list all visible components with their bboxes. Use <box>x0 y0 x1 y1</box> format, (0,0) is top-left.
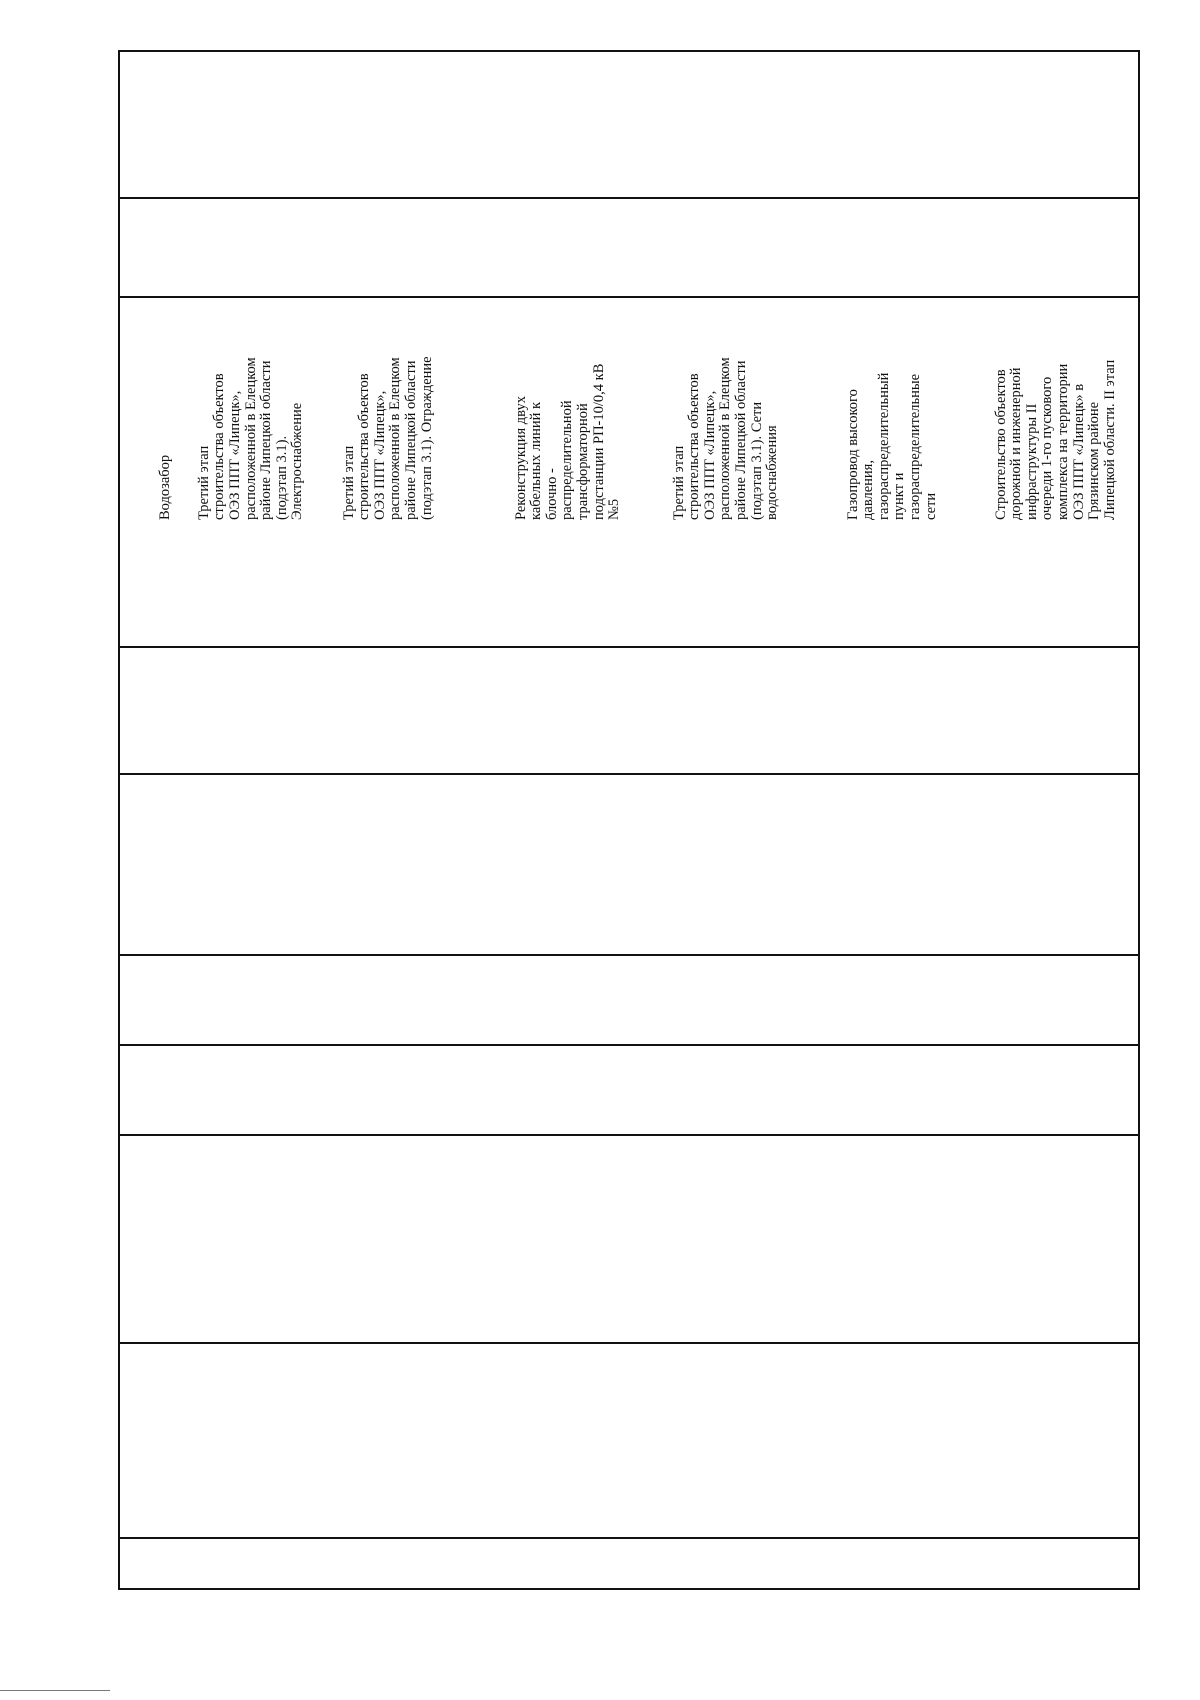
object-list-column-text <box>142 296 322 520</box>
table-row-divider <box>120 1342 1138 1344</box>
table-row-divider <box>120 1537 1138 1539</box>
object-description: Газопровод высокого давления, газораспределительный пункт и газораспределительные сети <box>844 372 939 520</box>
object-list-column-text <box>656 296 796 520</box>
object-list-column <box>830 296 996 520</box>
table-row-divider <box>120 1044 1138 1046</box>
table-row-divider <box>120 197 1138 199</box>
table-row-divider <box>120 773 1138 775</box>
rotated-text-band <box>120 296 1138 520</box>
object-list-column-text <box>326 296 451 520</box>
object-description: Третий этап строительства объектов ОЭЗ ППТ «Липецк», расположенной в Елецком районе Липецкой области (подэтап 3.1). Электроснабжение <box>195 357 306 520</box>
table-row-divider <box>120 1134 1138 1136</box>
object-list-column-text <box>978 296 1134 520</box>
object-list-column-text <box>498 296 638 520</box>
table-row-divider <box>120 954 1138 956</box>
object-list-column <box>326 296 492 520</box>
object-list-column-text <box>830 296 955 520</box>
object-name: Водозабор <box>156 454 173 520</box>
object-description: Строительство объектов дорожной и инженерной инфраструктуры II очереди 1-го пускового комплекса на территории ОЭЗ ППТ «Липецк» в Грязинском районе Липецкой области. II этап <box>992 359 1118 520</box>
object-description: Реконструкция двух кабельных линий к блочно - распределительной трансформаторной подстанции РП-10/0,4 кВ №5 <box>512 363 623 520</box>
object-description: Третий этап строительства объектов ОЭЗ ППТ «Липецк», расположенной в Елецком районе Липецкой области (подэтап 3.1). Сети водоснабжения <box>670 357 781 520</box>
scan-edge-line <box>0 1690 110 1691</box>
document-table <box>118 50 1140 1590</box>
object-list-column <box>978 296 1138 520</box>
object-list-column <box>142 296 308 520</box>
table-row-divider <box>120 646 1138 648</box>
object-list-column <box>498 296 664 520</box>
object-description: Третий этап строительства объектов ОЭЗ ППТ «Липецк», расположенной в Елецком районе Липецкой области (подэтап 3.1). Ограждение <box>340 356 435 520</box>
object-list-column <box>656 296 822 520</box>
